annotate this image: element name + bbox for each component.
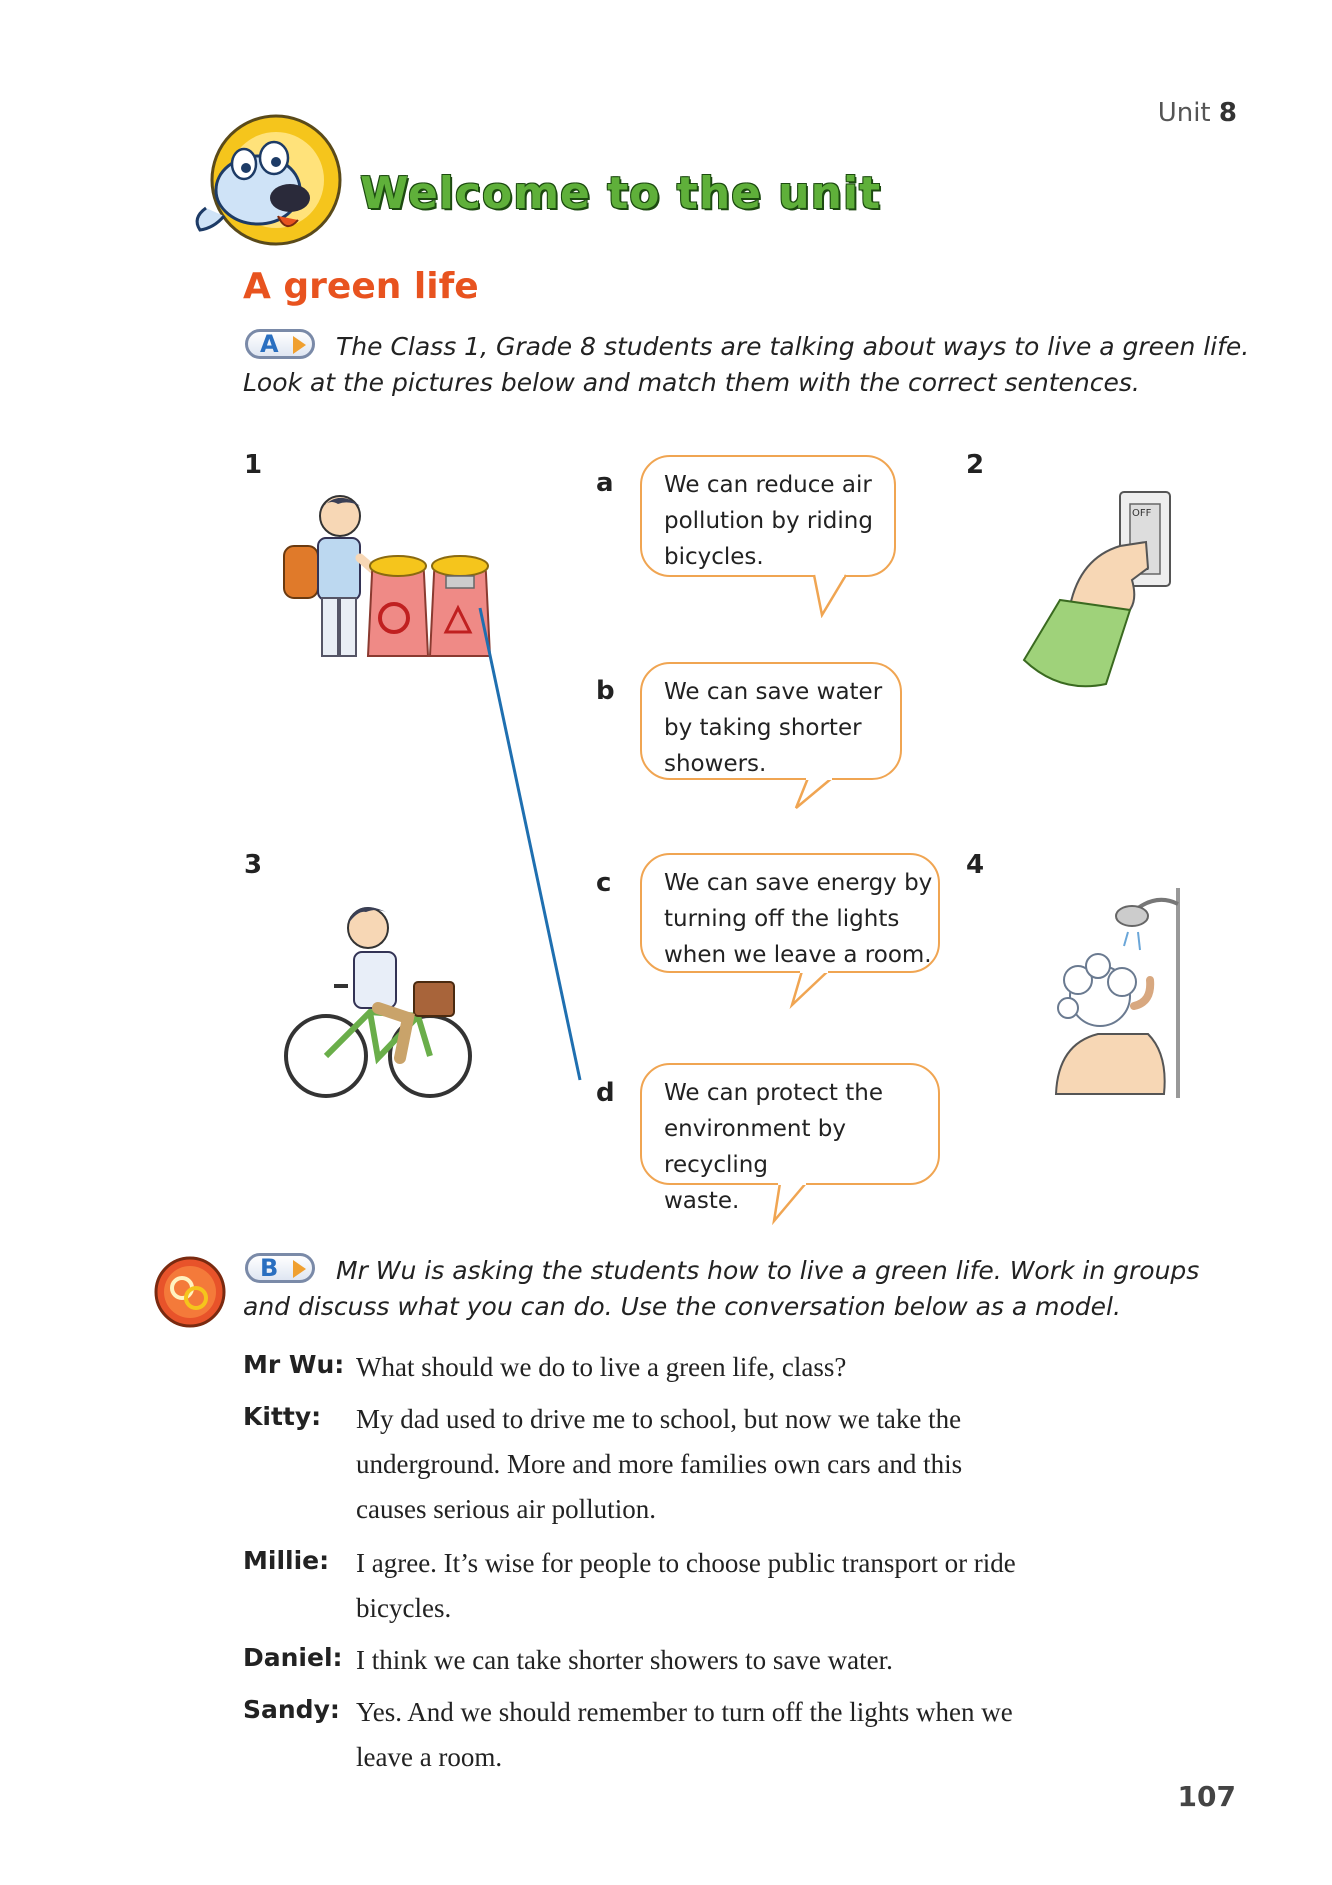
- bubble-tail: [792, 776, 836, 812]
- speech-bubble-c: [640, 853, 940, 973]
- play-triangle-icon: [293, 1260, 306, 1278]
- part-b-letter: B: [260, 1254, 279, 1282]
- bubble-line: We can reduce air: [664, 472, 872, 498]
- picture-number: 3: [244, 850, 263, 880]
- dialogue-line: My dad used to drive me to school, but now we take the: [356, 1404, 962, 1434]
- dog-mascot-icon: [186, 112, 346, 252]
- unit-label: Unit 8: [1157, 98, 1237, 128]
- dialogue-line: I think we can take shorter showers to save water.: [356, 1645, 893, 1675]
- bubble-line: We can save water: [664, 679, 883, 705]
- speaker-sandy: Sandy:: [243, 1695, 340, 1724]
- bubble-tail: [810, 573, 850, 618]
- light-switch-illustration: [1020, 488, 1180, 698]
- shower-illustration: [1038, 884, 1188, 1102]
- speaker-mr-wu: Mr Wu:: [243, 1350, 345, 1379]
- group-discussion-icon: [152, 1254, 228, 1330]
- speech-bubble-b: [640, 662, 902, 780]
- dialogue-line: Yes. And we should remember to turn off the lights when we: [356, 1697, 1013, 1727]
- picture-number: 1: [244, 450, 263, 480]
- part-a-badge: [245, 329, 315, 359]
- bubble-line: pollution by riding: [664, 508, 873, 534]
- sentence-letter: a: [596, 468, 614, 498]
- speaker-daniel: Daniel:: [243, 1643, 343, 1672]
- boy-recycling-illustration: [278, 488, 498, 663]
- dialogue-line: bicycles.: [356, 1593, 452, 1623]
- part-b-badge: [245, 1253, 315, 1283]
- bubble-line: when we leave a room.: [664, 942, 932, 968]
- welcome-title: Welcome to the unit: [360, 168, 882, 219]
- switch-off-label: OFF: [1132, 508, 1152, 519]
- bubble-tail: [788, 969, 832, 1009]
- dialogue-line: I agree. It’s wise for people to choose public transport or ride: [356, 1548, 1016, 1578]
- boy-cycling-illustration: [278, 890, 478, 1105]
- bubble-line: by taking shorter: [664, 715, 862, 741]
- sentence-letter: c: [596, 868, 612, 898]
- bubble-line: We can protect the: [664, 1080, 883, 1106]
- speech-bubble-a: [640, 455, 896, 577]
- bubble-line: environment by recycling: [664, 1116, 847, 1178]
- part-a-instruction-1: The Class 1, Grade 8 students are talking about ways to live a green life.: [336, 332, 1250, 361]
- sentence-letter: b: [596, 676, 615, 706]
- bubble-line: bicycles.: [664, 544, 764, 570]
- dialogue-line: What should we do to live a green life, class?: [356, 1352, 847, 1382]
- bubble-line: waste.: [664, 1188, 740, 1214]
- part-a-instruction-2: Look at the pictures below and match them with the correct sentences.: [243, 368, 1140, 397]
- page-number: 107: [1177, 1780, 1236, 1813]
- part-b-instruction-2: and discuss what you can do. Use the conversation below as a model.: [243, 1292, 1121, 1321]
- picture-number: 4: [966, 850, 985, 880]
- bubble-line: turning off the lights: [664, 906, 900, 932]
- dialogue-line: leave a room.: [356, 1742, 503, 1772]
- picture-number: 2: [966, 450, 985, 480]
- section-title: A green life: [243, 266, 479, 307]
- speaker-millie: Millie:: [243, 1546, 330, 1575]
- bubble-line: We can save energy by: [664, 870, 933, 896]
- bubble-tail: [770, 1181, 810, 1225]
- dialogue-line: causes serious air pollution.: [356, 1494, 656, 1524]
- part-b-instruction-1: Mr Wu is asking the students how to live a green life. Work in groups: [336, 1256, 1200, 1285]
- part-a-letter: A: [260, 330, 279, 358]
- match-line: [470, 600, 590, 1090]
- speech-bubble-d: [640, 1063, 940, 1214]
- dialogue-line: underground. More and more families own cars and this: [356, 1449, 963, 1479]
- speaker-kitty: Kitty:: [243, 1402, 322, 1431]
- bubble-line: showers.: [664, 751, 767, 777]
- sentence-letter: d: [596, 1078, 615, 1108]
- play-triangle-icon: [293, 336, 306, 354]
